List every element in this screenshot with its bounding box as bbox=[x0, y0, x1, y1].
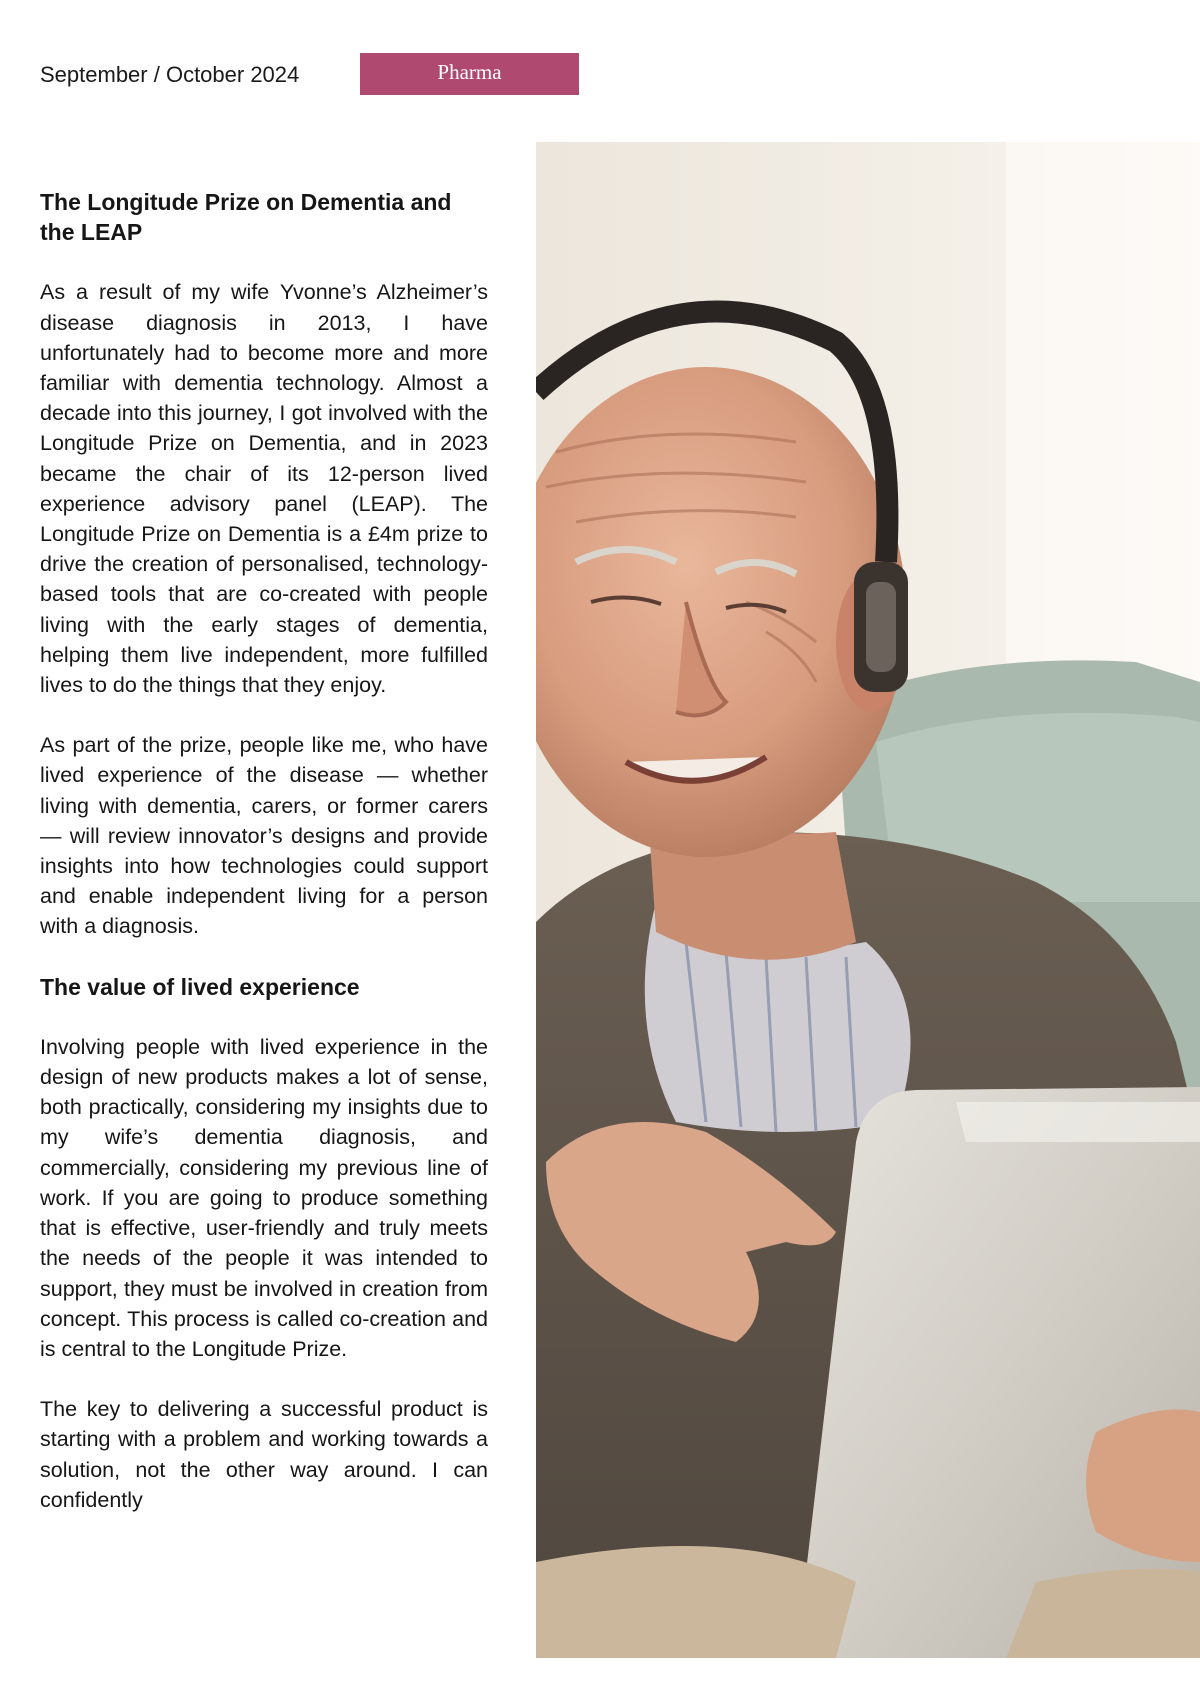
paragraph-intro: As a result of my wife Yvonne’s Alzheimer’s disease diagnosis in 2013, I have unfortunately had to become more and more familiar with dementia technology. Almost a decade into this journey, I got involved with the Longitude Prize on Dementia, and in 2023 became the chair of its 12-person lived experience advisory panel (LEAP). The Longitude Prize on Dementia is a £4m prize to drive the creation of personalised, technology-based tools that are co-created with people living with the early stages of dementia, helping them live independent, more fulfilled lives to do the things that they enjoy. bbox=[40, 280, 488, 698]
paragraph-lived-experience-panel: As part of the prize, people like me, who have lived experience of the disease — whether living with dementia, carers, or former carers — will review innovator’s designs and provide insights into how technologies could support and enable independent living for a person with a diagnosis. bbox=[40, 733, 488, 939]
article-body bbox=[40, 187, 488, 1637]
article-photo bbox=[536, 142, 1200, 1658]
section-heading-value-of-lived-experience: The value of lived experience bbox=[40, 973, 360, 1000]
section-heading-longitude-prize: The Longitude Prize on Dementia and the LEAP bbox=[40, 189, 452, 246]
issue-date: September / October 2024 bbox=[40, 62, 300, 87]
elderly-man-tablet-illustration bbox=[536, 142, 1200, 1658]
section-tag: Pharma bbox=[360, 53, 579, 95]
paragraph-co-creation: Involving people with lived experience in the design of new products makes a lot of sense, both practically, considering my insights due to my wife’s dementia diagnosis, and commercially, considering my previous line of work. If you are going to produce something that is effective, user-friendly and truly meets the needs of the people it was intended to support, they must be involved in creation from concept. This process is called co-creation and is central to the Longitude Prize. bbox=[40, 1034, 488, 1361]
paragraph-key-to-success: The key to delivering a successful product is starting with a problem and working towards a solution, not the other way around. I can confidently bbox=[40, 1397, 488, 1512]
